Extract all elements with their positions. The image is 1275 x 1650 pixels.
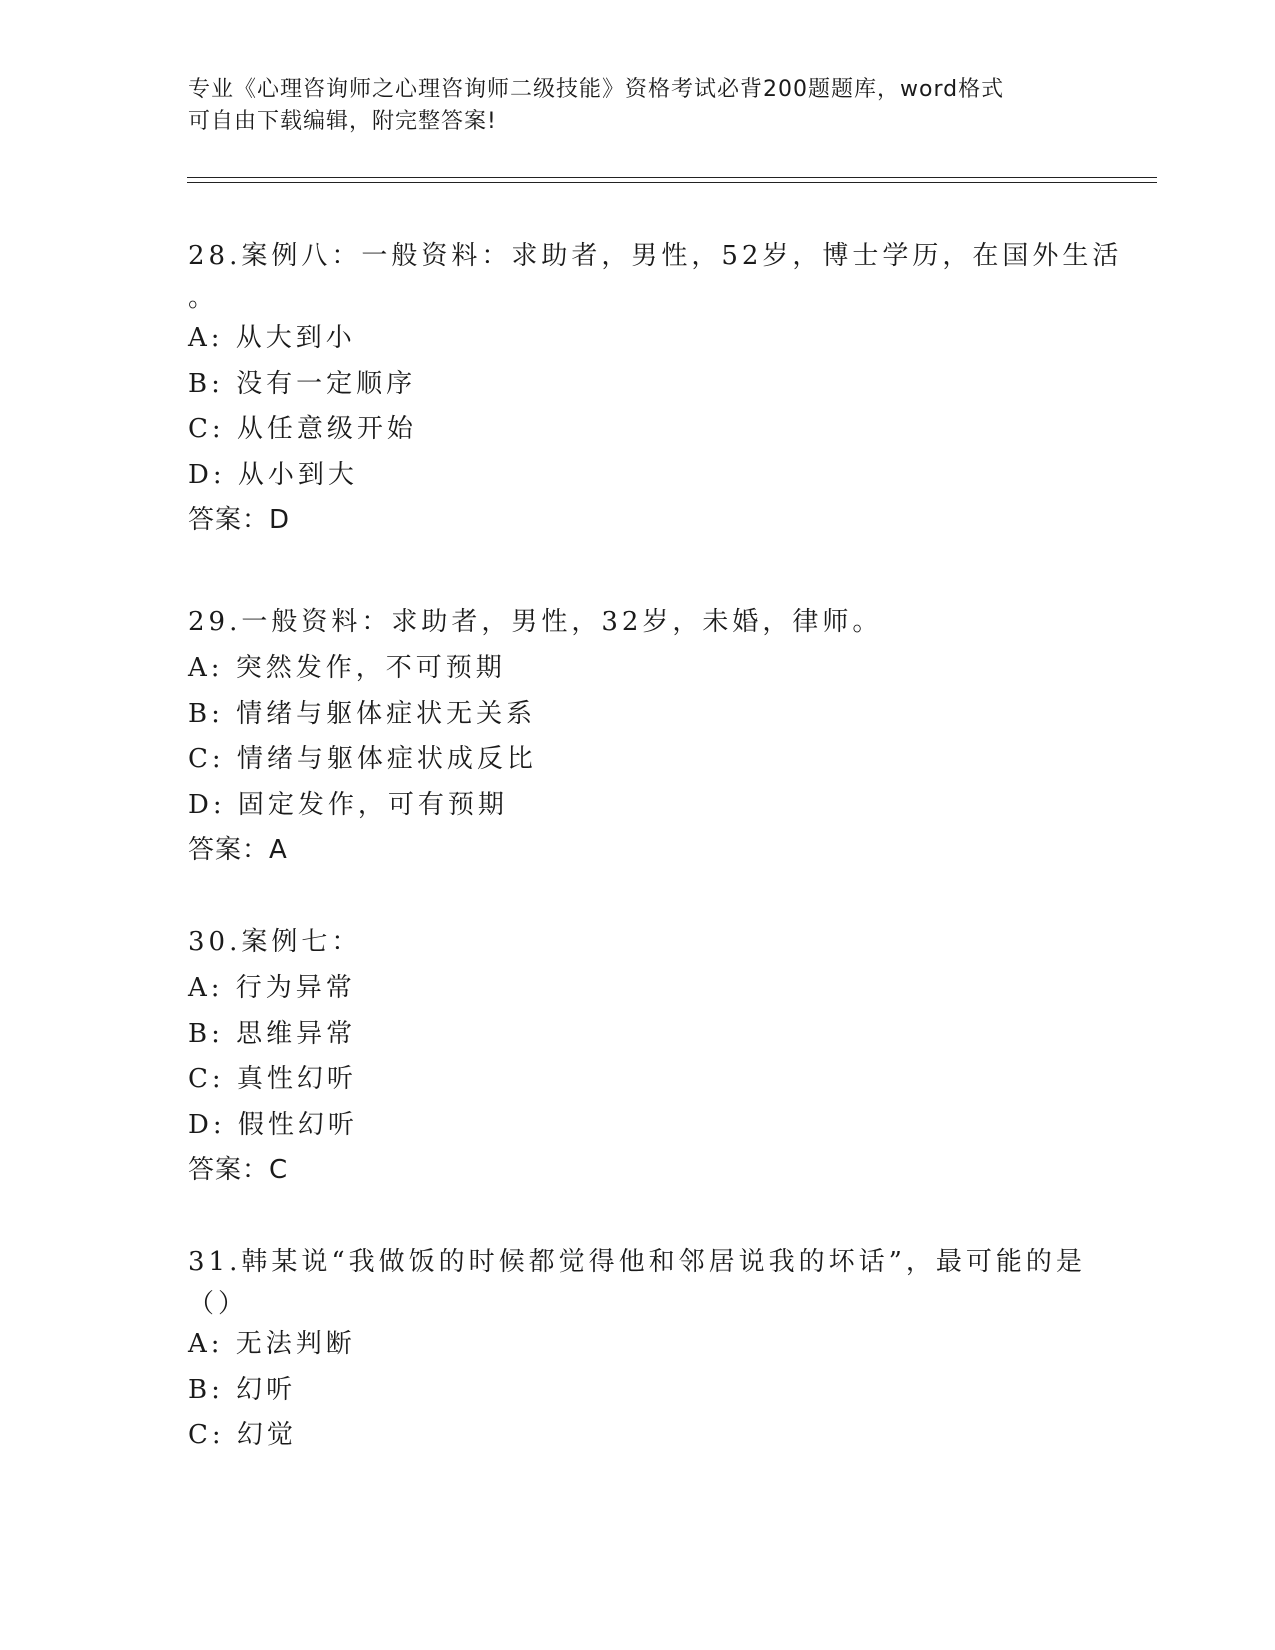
header-line-2: 可自由下载编辑，附完整答案! (188, 109, 497, 134)
option-c: C: 真性幻听 (188, 1064, 357, 1094)
header-divider-top (187, 177, 1157, 178)
option-c: C: 从任意级开始 (188, 414, 417, 444)
option-d: D: 假性幻听 (188, 1109, 358, 1140)
question-28 (188, 232, 1123, 543)
option-c: C: 幻觉 (188, 1420, 297, 1450)
answer: 答案：D (188, 505, 291, 535)
option-a: A: 无法判断 (188, 1329, 356, 1359)
question-stem: 30.案例七： (188, 927, 362, 957)
option-d: D: 从小到大 (188, 459, 358, 490)
header-line-1: 专业《心理咨询师之心理咨询师二级技能》资格考试必背200题题库，word格式 (188, 77, 1005, 102)
option-a: A: 从大到小 (188, 323, 356, 353)
option-a: A: 行为异常 (188, 973, 356, 1003)
answer: 答案：C (188, 1155, 289, 1185)
option-c: C: 情绪与躯体症状成反比 (188, 744, 537, 774)
question-29 (188, 598, 1088, 873)
header-divider-bottom (187, 182, 1157, 183)
question-31 (188, 1238, 1088, 1459)
question-stem: 28.案例八：一般资料：求助者，男性，52岁，博士学历，在国外生活 (188, 241, 1123, 271)
question-stem: 29.一般资料：求助者，男性，32岁，未婚，律师。 (188, 607, 883, 637)
document-header (188, 74, 1088, 138)
answer: 答案：A (188, 835, 288, 865)
option-d: D: 固定发作，可有预期 (188, 789, 508, 820)
question-30 (188, 918, 1088, 1193)
question-stem-continuation: 。 (188, 283, 219, 313)
question-stem: 31.韩某说“我做饭的时候都觉得他和邻居说我的坏话”，最可能的是 (188, 1247, 1086, 1277)
option-b: B: 没有一定顺序 (188, 368, 417, 399)
option-b: B: 情绪与躯体症状无关系 (188, 698, 537, 729)
option-a: A: 突然发作，不可预期 (188, 653, 506, 683)
option-b: B: 思维异常 (188, 1018, 357, 1049)
option-b: B: 幻听 (188, 1374, 297, 1405)
question-stem-continuation: （） (188, 1289, 249, 1319)
